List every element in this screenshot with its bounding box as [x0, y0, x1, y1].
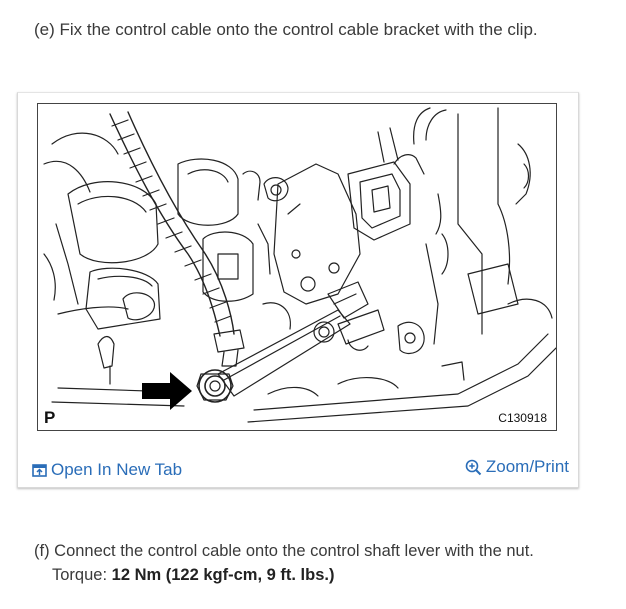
open-in-new-tab-label: Open In New Tab: [51, 460, 183, 479]
torque-spec: [52, 566, 334, 585]
illustration-frame: [37, 103, 557, 431]
zoom-print-link[interactable]: [465, 457, 569, 477]
zoom-in-icon: [465, 459, 482, 476]
zoom-print-label: Zoom/Print: [485, 457, 569, 476]
figure-corner-label: P: [44, 408, 56, 427]
step-e-instruction: (e) Fix the control cable onto the control cable bracket with the clip.: [34, 20, 538, 39]
open-in-new-tab-link[interactable]: [32, 460, 182, 480]
figure-footer: [18, 447, 578, 481]
arrow-right-icon: [142, 372, 192, 410]
open-in-new-tab-icon: [32, 463, 47, 477]
figure-code: C130918: [498, 411, 547, 425]
torque-label: Torque:: [52, 566, 108, 584]
figure-panel: [17, 92, 579, 488]
step-f-instruction: (f) Connect the control cable onto the control shaft lever with the nut.: [34, 542, 534, 560]
torque-value: 12 Nm (122 kgf-cm, 9 ft. lbs.): [111, 566, 335, 584]
transmission-illustration: [38, 104, 557, 431]
